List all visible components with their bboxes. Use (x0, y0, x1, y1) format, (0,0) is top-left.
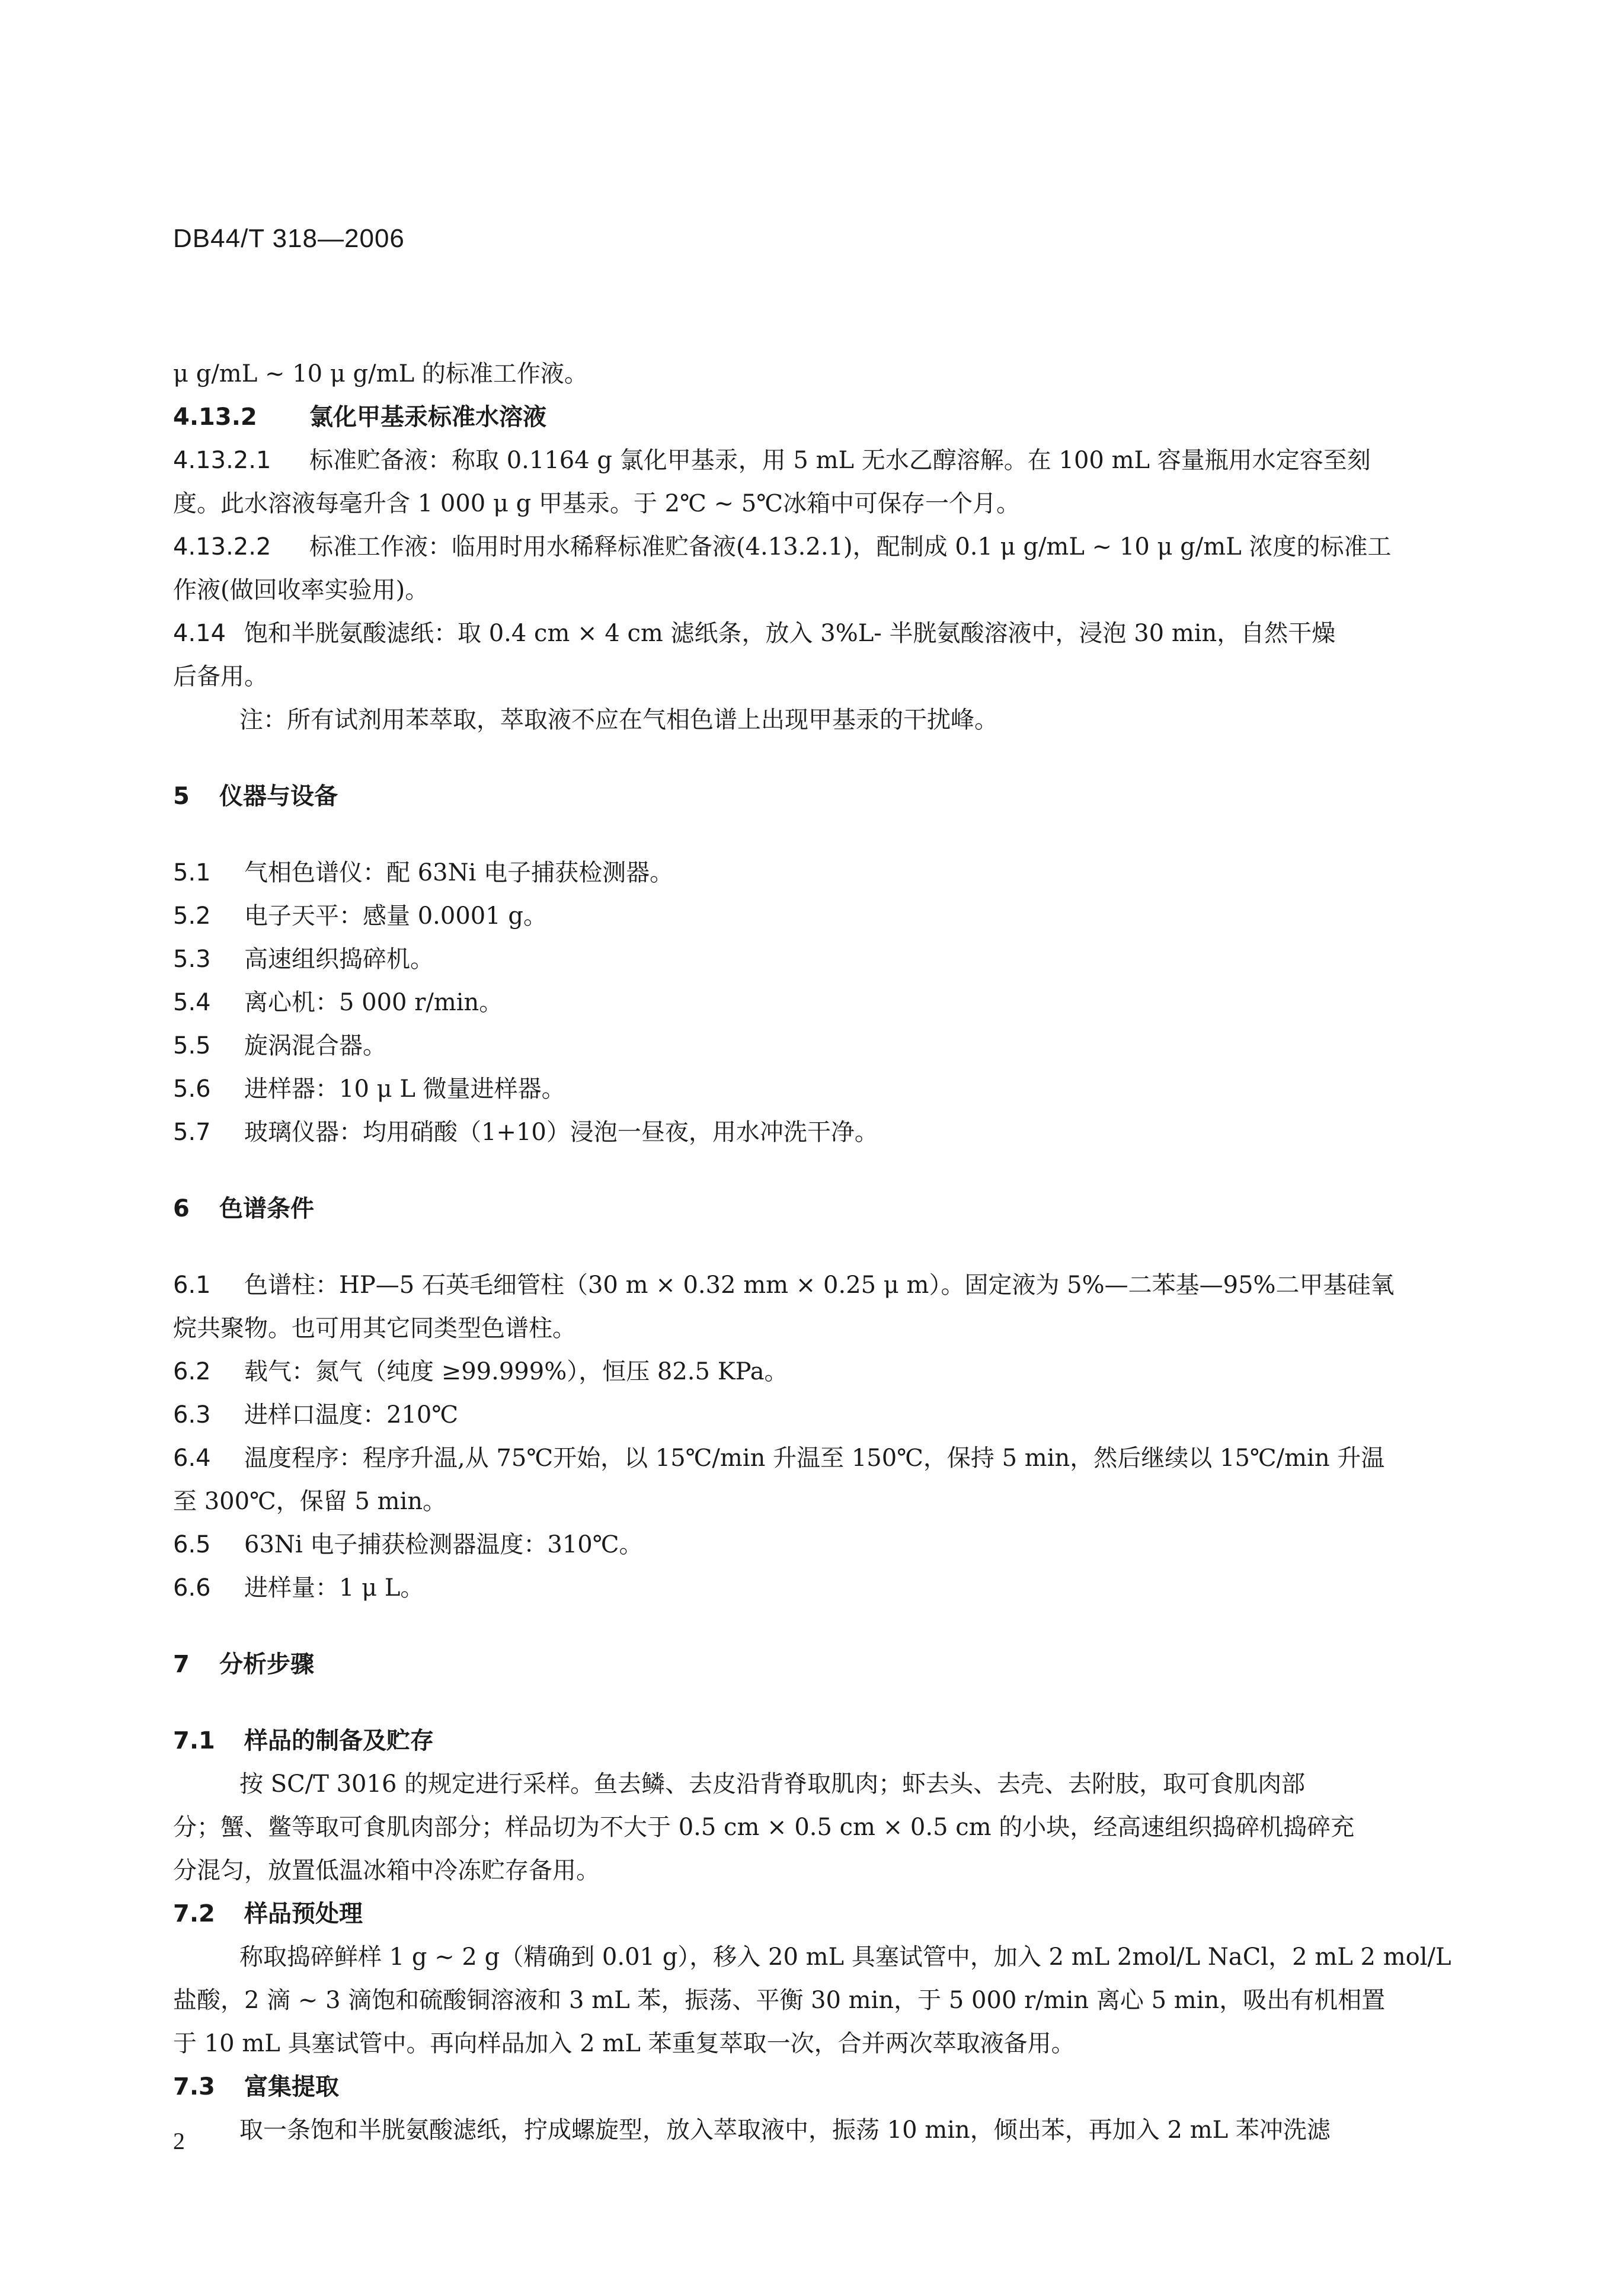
paragraph-text-continued: 分混匀，放置低温冰箱中冷冻贮存备用。 (173, 1857, 600, 1884)
paragraph-text-continued: 分；蟹、鳖等取可食肌肉部分；样品切为不大于 0.5 cm × 0.5 cm × 0.5 cm 的小块，经高速组织捣碎机捣碎充 (173, 1814, 1355, 1841)
list-item-5-4 (173, 981, 1429, 1024)
paragraph-6-1 (173, 1264, 1429, 1307)
paragraph-4-14 (173, 612, 1429, 655)
note: 注：所有试剂用苯萃取，萃取液不应在气相色谱上出现甲基汞的干扰峰。 (239, 706, 998, 734)
subsection-heading-7-1 (173, 1719, 1429, 1763)
subsection-number: 4.13.2 (173, 404, 257, 431)
clause-number: 4.13.2.1 (173, 447, 271, 474)
paragraph-4-13-2-2 (173, 526, 1429, 569)
paragraph-text: 取一条饱和半胱氨酸滤纸，拧成螺旋型，放入萃取液中，振荡 10 min，倾出苯，再加入 2 mL 苯冲洗滤 (239, 2116, 1331, 2144)
list-item-text: 离心机：5 000 r/min。 (244, 989, 503, 1016)
paragraph-6-6 (173, 1567, 1429, 1610)
list-item-text: 高速组织捣碎机。 (244, 946, 434, 973)
subsection-title: 样品预处理 (244, 1900, 363, 1927)
subsection-number: 7.2 (173, 1900, 215, 1927)
list-item-text: 旋涡混合器。 (244, 1032, 386, 1059)
document-code: DB44/T 318—2006 (173, 224, 405, 253)
list-item-text: 玻璃仪器：均用硝酸（1+10）浸泡一昼夜，用水冲洗干净。 (244, 1119, 878, 1146)
clause-number: 6.5 (173, 1531, 211, 1558)
list-item-5-1 (173, 851, 1429, 895)
clause-number: 4.14 (173, 620, 226, 647)
clause-number: 6.1 (173, 1272, 211, 1299)
subsection-title: 样品的制备及贮存 (244, 1727, 434, 1754)
subsection-heading-7-3 (173, 2066, 1429, 2109)
paragraph-text: 标准贮备液：称取 0.1164 g 氯化甲基汞，用 5 mL 无水乙醇溶解。在 100 mL 容量瓶用水定容至刻 (309, 447, 1371, 474)
paragraph-4-13-2-1 (173, 439, 1429, 482)
paragraph-text: 饱和半胱氨酸滤纸：取 0.4 cm × 4 cm 滤纸条，放入 3%L- 半胱氨酸溶液中，浸泡 30 min，自然干燥 (244, 620, 1336, 647)
clause-number: 4.13.2.2 (173, 533, 271, 561)
paragraph-text-continued: 度。此水溶液每毫升含 1 000 μ g 甲基汞。于 2℃ ~ 5℃冰箱中可保存一个月。 (173, 490, 1021, 517)
section-number: 5 (173, 783, 190, 810)
document-body (173, 353, 1451, 2152)
list-item-text: 气相色谱仪：配 63Ni 电子捕获检测器。 (244, 859, 674, 886)
list-item-5-5 (173, 1024, 1429, 1068)
clause-number: 5.1 (173, 859, 211, 886)
list-item-5-3 (173, 938, 1429, 981)
paragraph-text: 进样量：1 μ L。 (244, 1574, 424, 1602)
paragraph-text: 称取捣碎鲜样 1 g ~ 2 g（精确到 0.01 g），移入 20 mL 具塞试管中，加入 2 mL 2mol/L NaCl，2 mL 2 mol/L (239, 1943, 1451, 1971)
clause-number: 5.4 (173, 989, 211, 1016)
paragraph-text-continued: 作液(做回收率实验用)。 (173, 577, 429, 604)
section-heading-6 (173, 1187, 1429, 1231)
section-heading-5 (173, 775, 1429, 818)
section-title: 分析步骤 (219, 1651, 314, 1678)
paragraph-text: 标准工作液：临用时用水稀释标准贮备液(4.13.2.1)，配制成 0.1 μ g/mL ~ 10 μ g/mL 浓度的标准工 (309, 533, 1392, 561)
list-item-text: 电子天平：感量 0.0001 g。 (244, 902, 547, 930)
clause-number: 5.3 (173, 946, 211, 973)
list-item-5-2 (173, 895, 1429, 938)
section-number: 6 (173, 1195, 190, 1222)
continued-text: μ g/mL ~ 10 μ g/mL 的标准工作液。 (173, 360, 588, 388)
paragraph-6-5 (173, 1523, 1429, 1567)
subsection-heading-4-13-2 (173, 396, 1429, 439)
paragraph-6-2 (173, 1350, 1429, 1394)
clause-number: 5.2 (173, 902, 211, 930)
clause-number: 6.4 (173, 1445, 211, 1472)
clause-number: 5.6 (173, 1075, 211, 1103)
section-heading-7 (173, 1643, 1429, 1686)
paragraph-text: 温度程序：程序升温,从 75℃开始，以 15℃/min 升温至 150℃，保持 5 min，然后继续以 15℃/min 升温 (244, 1445, 1385, 1472)
paragraph-text: 按 SC/T 3016 的规定进行采样。鱼去鳞、去皮沿背脊取肌肉；虾去头、去壳、去附肢，取可食肌肉部 (239, 1770, 1306, 1798)
clause-number: 5.5 (173, 1032, 211, 1059)
paragraph-text-continued: 烷共聚物。也可用其它同类型色谱柱。 (173, 1315, 576, 1342)
paragraph-text-continued: 盐酸，2 滴 ~ 3 滴饱和硫酸铜溶液和 3 mL 苯，振荡、平衡 30 min，于 5 000 r/min 离心 5 min，吸出有机相置 (173, 1987, 1386, 2014)
paragraph-text: 载气：氮气（纯度 ≥99.999%），恒压 82.5 KPa。 (244, 1358, 788, 1385)
subsection-heading-7-2 (173, 1892, 1429, 1936)
paragraph-text-continued: 至 300℃，保留 5 min。 (173, 1488, 447, 1515)
clause-number: 6.6 (173, 1574, 211, 1602)
section-number: 7 (173, 1651, 190, 1678)
paragraph-6-4 (173, 1437, 1429, 1480)
subsection-title: 富集提取 (244, 2073, 339, 2100)
paragraph-text: 进样口温度：210℃ (244, 1401, 459, 1429)
list-item-text: 进样器：10 μ L 微量进样器。 (244, 1075, 565, 1103)
subsection-title: 氯化甲基汞标准水溶液 (309, 404, 546, 431)
clause-number: 5.7 (173, 1119, 211, 1146)
list-item-5-7 (173, 1111, 1429, 1154)
paragraph-text: 色谱柱：HP—5 石英毛细管柱（30 m × 0.32 mm × 0.25 μ m）。固定液为 5%—二苯基—95%二甲基硅氧 (244, 1272, 1395, 1299)
section-title: 色谱条件 (219, 1195, 314, 1222)
paragraph-text-continued: 于 10 mL 具塞试管中。再向样品加入 2 mL 苯重复萃取一次，合并两次萃取液备用。 (173, 2030, 1075, 2057)
paragraph-text-continued: 后备用。 (173, 663, 268, 690)
paragraph-6-3 (173, 1394, 1429, 1437)
clause-number: 6.2 (173, 1358, 211, 1385)
subsection-number: 7.1 (173, 1727, 215, 1754)
section-title: 仪器与设备 (219, 783, 338, 810)
paragraph-text: 63Ni 电子捕获检测器温度：310℃。 (244, 1531, 643, 1558)
subsection-number: 7.3 (173, 2073, 215, 2100)
clause-number: 6.3 (173, 1401, 211, 1429)
page-number: 2 (173, 2128, 185, 2154)
list-item-5-6 (173, 1068, 1429, 1111)
